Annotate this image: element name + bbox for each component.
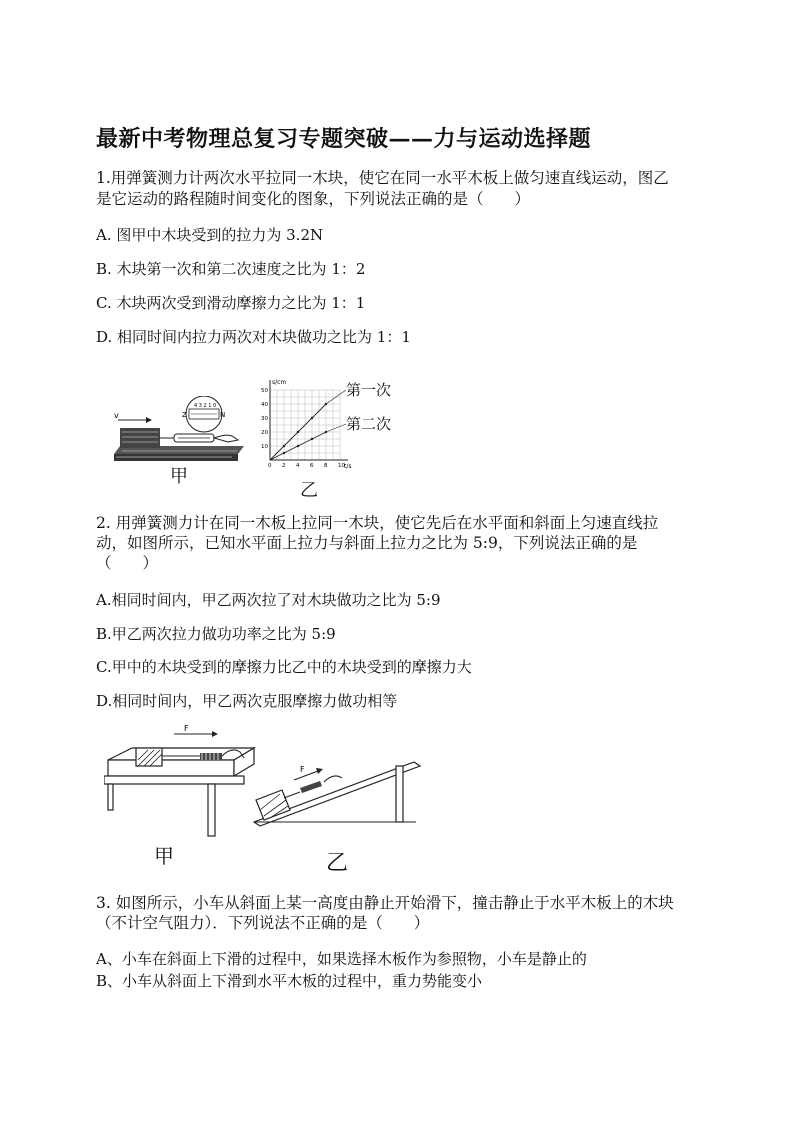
- y-tick-label: 10: [261, 444, 268, 450]
- y-tick-label: 20: [261, 430, 268, 436]
- wood-block: [120, 428, 160, 448]
- q3-option-a: A、小车在斜面上下滑的过程中，如果选择木板作为参照物，小车是静止的: [96, 950, 587, 968]
- y-axis-label: s/cm: [272, 379, 287, 386]
- q2-option-d: D.相同时间内，甲乙两次克服摩擦力做功相等: [96, 692, 398, 710]
- x-tick-label: 10: [338, 463, 345, 469]
- q1-option-d: D. 相同时间内拉力两次对木块做功之比为 1：1: [96, 328, 411, 346]
- series-point-1: [311, 417, 313, 419]
- q2-figure-a-label: 甲: [154, 844, 174, 868]
- series-point-1: [283, 445, 285, 447]
- block-on-table: [136, 748, 162, 766]
- q1-option-c: C. 木块两次受到滑动摩擦力之比为 1：1: [96, 294, 366, 312]
- q2-option-a: A.相同时间内，甲乙两次拉了对木块做功之比为 5:9: [96, 591, 441, 609]
- q3-stem-line2: （不计空气阻力）．下列说法不正确的是（ ）: [96, 914, 430, 932]
- q1-stem-line1: 1.用弹簧测力计两次水平拉同一木块，使它在同一水平木板上做匀速直线运动，图乙: [96, 169, 669, 187]
- board-illustration: [114, 446, 244, 461]
- y-tick-label: 30: [261, 416, 268, 422]
- scale-z: Z: [182, 411, 187, 419]
- q2-stem-line2: 动，如图所示，已知水平面上拉力与斜面上拉力之比为 5:9，下列说法正确的是: [96, 534, 638, 552]
- q1-figure-b-label: 乙: [300, 480, 318, 501]
- q3-stem-line1: 3. 如图所示，小车从斜面上某一高度由静止开始滑下，撞击静止于水平木板上的木块: [96, 894, 674, 912]
- scale-unit: N: [220, 411, 226, 419]
- q1-figure-a-label: 甲: [170, 466, 188, 487]
- series-point-2: [297, 445, 299, 447]
- q1-stem-line2: 是它运动的路程随时间变化的图象，下列说法正确的是（ ）: [96, 190, 531, 208]
- series-point-2: [311, 438, 313, 440]
- x-tick-label: 2: [282, 463, 286, 469]
- q1-option-b: B. 木块第一次和第二次速度之比为 1：2: [96, 260, 366, 278]
- x-tick-label: 8: [324, 463, 328, 469]
- x-tick-label: 0: [268, 463, 272, 469]
- series-1-legend: 第一次: [346, 381, 392, 399]
- force-arrow-b: [294, 771, 318, 780]
- scale-marks: 4 3 2 1 0: [194, 403, 217, 409]
- q2-stem-line3: （ ）: [96, 554, 159, 572]
- y-tick-label: 50: [261, 388, 268, 394]
- x-tick-label: 4: [296, 463, 300, 469]
- x-axis-label: t/s: [344, 463, 352, 470]
- spring-scale: [160, 434, 238, 442]
- velocity-label: v: [114, 411, 119, 420]
- q2-option-c: C.甲中的木块受到的摩擦力比乙中的木块受到的摩擦力大: [96, 658, 472, 676]
- q1-option-a: A. 图甲中木块受到的拉力为 3.2N: [96, 226, 324, 244]
- x-tick-label: 6: [310, 463, 314, 469]
- force-label-b: F: [300, 765, 305, 774]
- q2-figure-b-label: 乙: [326, 851, 349, 876]
- series-point-1: [297, 431, 299, 433]
- y-tick-label: 40: [261, 402, 268, 408]
- q2-figure: [104, 722, 424, 844]
- series-2-legend: 第二次: [346, 415, 392, 433]
- q2-stem-line1: 2. 用弹簧测力计在同一木板上拉同一木块，使它先后在水平面和斜面上匀速直线拉: [96, 514, 659, 532]
- force-label-a: F: [184, 724, 189, 733]
- page-title: 最新中考物理总复习专题突破——力与运动选择题: [96, 126, 592, 152]
- q2-option-b: B.甲乙两次拉力做功功率之比为 5:9: [96, 625, 336, 643]
- horizontal-table: [104, 748, 254, 836]
- q3-option-b: B、小车从斜面上下滑到水平木板的过程中，重力势能变小: [96, 972, 483, 990]
- series-point-2: [283, 452, 285, 454]
- spring-scale-zoom: [182, 396, 225, 432]
